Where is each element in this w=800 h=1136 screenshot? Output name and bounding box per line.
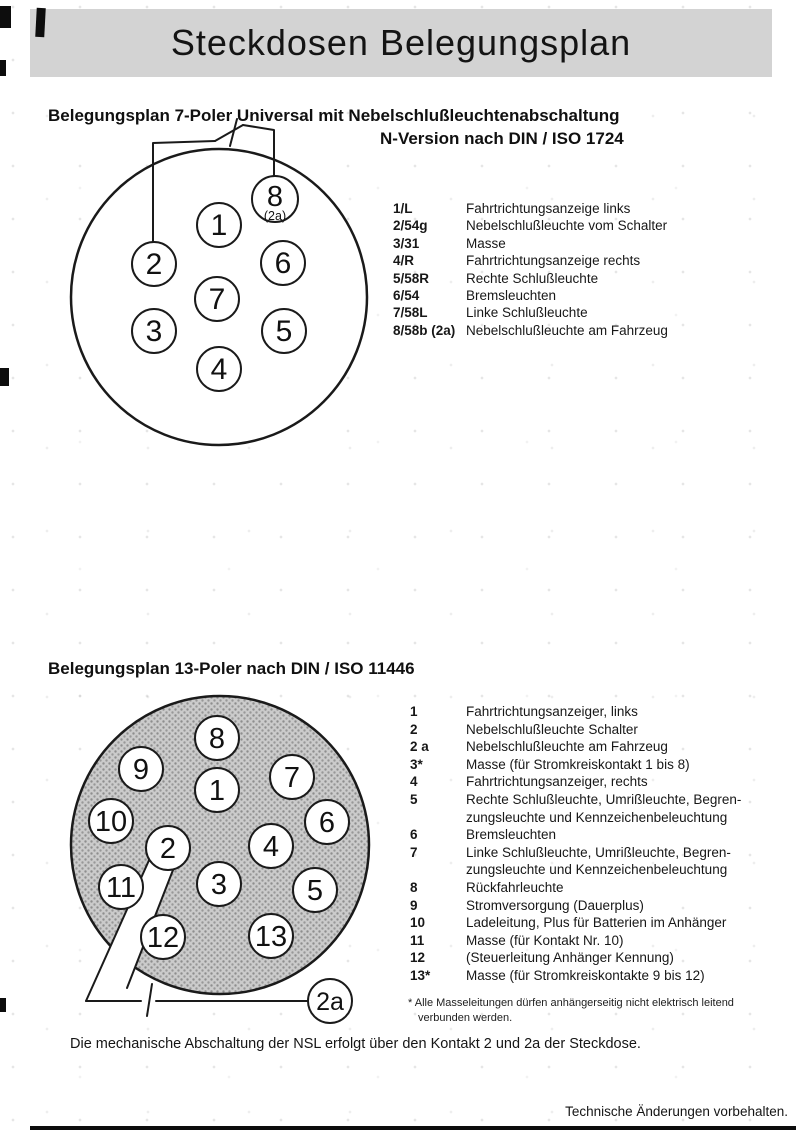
legend-row: [410, 897, 770, 915]
legend-13pin: [410, 703, 770, 985]
scan-artifact: [0, 998, 6, 1012]
pin-label: 6: [410, 827, 418, 843]
legend-row: [410, 826, 770, 844]
footnote-line: verbunden werden.: [418, 1011, 513, 1024]
pin-label: 3/31: [393, 235, 420, 251]
pin13-11: [99, 865, 143, 909]
pin-desc: zungsleuchte und Kennzeichenbeleuchtung: [466, 809, 728, 825]
pin-label: 8/58b (2a): [393, 322, 456, 338]
footnote-line: * Alle Masseleitungen dürfen anhängerseitig nicht elektrisch leitend: [408, 997, 734, 1009]
legend-row: [393, 287, 733, 304]
pin-desc: Nebelschlußleuchte vom Schalter: [466, 218, 668, 234]
pin-desc: Rückfahrleuchte: [466, 879, 564, 895]
pin-desc: Fahrtrichtungsanzeige links: [466, 201, 631, 216]
pin-label: 11: [410, 932, 425, 948]
pin7-7: [195, 277, 239, 321]
legend-row: [410, 967, 770, 985]
svg-text:13: 13: [254, 921, 288, 953]
pin7-8: [252, 176, 298, 223]
pin13-13: [249, 914, 293, 958]
pin-label: 1: [410, 704, 418, 719]
svg-text:2: 2: [145, 248, 163, 281]
legend-row: [393, 217, 733, 234]
pin13-2a-external: [308, 979, 352, 1023]
pin13-1: [195, 768, 239, 812]
svg-text:6: 6: [318, 807, 336, 839]
pin13-4: [249, 824, 293, 868]
pin13-6: [305, 800, 349, 844]
pin-desc: Fahrtrichtungsanzeiger, rechts: [466, 774, 648, 790]
pin7-5: [262, 309, 306, 353]
pin7-1: [197, 203, 241, 247]
legend-7pin: [393, 200, 733, 339]
legend-row: [410, 773, 770, 791]
svg-text:10: 10: [94, 806, 128, 838]
pin7-6: [261, 241, 305, 285]
svg-text:6: 6: [274, 247, 292, 280]
svg-text:2a: 2a: [316, 988, 344, 1016]
legend-row: [393, 270, 733, 287]
legend-row: [410, 879, 770, 897]
pin-label: 2 a: [410, 739, 429, 755]
pin-desc: Bremsleuchten: [466, 288, 557, 304]
pin7-3: [132, 309, 176, 353]
pin13-10: [89, 799, 133, 843]
pin-desc: Nebelschlußleuchte am Fahrzeug: [466, 739, 668, 755]
pin-desc: Masse (für Stromkreiskontakt 1 bis 8): [466, 756, 690, 772]
pin-label: 12: [410, 950, 426, 966]
pin-label: 9: [410, 897, 418, 913]
scan-artifact: [0, 6, 11, 28]
pin-desc: Linke Schlußleuchte: [466, 305, 588, 321]
pin-label: 7/58L: [393, 305, 428, 321]
masse-footnote: [408, 996, 748, 1025]
pin-desc: Stromversorgung (Dauerplus): [466, 897, 644, 913]
pin-label: 10: [410, 915, 426, 931]
pin-label: 2/54g: [393, 218, 428, 234]
pin-label: 3*: [410, 756, 423, 772]
pin7-4: [197, 347, 241, 391]
pin-desc: Masse (für Kontakt Nr. 10): [466, 932, 624, 948]
connector-13pin-diagram: [71, 696, 369, 1023]
svg-text:3: 3: [145, 315, 163, 348]
pin-desc: (Steuerleitung Anhänger Kennung): [466, 950, 674, 966]
legend-row-wrap: [410, 861, 770, 879]
bottom-note: Die mechanische Abschaltung der NSL erfolgt über den Kontakt 2 und 2a der Steckdose.: [70, 1036, 641, 1052]
pin-desc: Bremsleuchten: [466, 827, 557, 843]
section7-heading: Belegungsplan 7-Poler Universal mit Nebelschlußleuchtenabschaltung: [48, 106, 620, 125]
connector-7pin-diagram: [71, 119, 367, 445]
section13-heading: Belegungsplan 13-Poler nach DIN / ISO 11446: [48, 659, 415, 678]
svg-text:2: 2: [159, 833, 177, 865]
legend-row: [410, 738, 770, 756]
pin13-5: [293, 868, 337, 912]
svg-text:1: 1: [210, 209, 228, 242]
legend-row: [410, 914, 770, 932]
pin7-2: [132, 242, 176, 286]
pin-desc: Nebelschlußleuchte Schalter: [466, 721, 638, 737]
bottom-scan-rule: [30, 1126, 796, 1130]
svg-text:7: 7: [208, 283, 226, 316]
pin-desc: zungsleuchte und Kennzeichenbeleuchtung: [466, 862, 728, 878]
page-title: Steckdosen Belegungsplan: [170, 22, 632, 63]
pin13-7: [270, 755, 314, 799]
pin-desc: Rechte Schlußleuchte: [466, 270, 599, 286]
svg-text:5: 5: [306, 875, 324, 907]
pin-desc: Linke Schlußleuchte, Umrißleuchte, Begren-: [466, 844, 731, 860]
pin13-3: [197, 862, 241, 906]
svg-text:3: 3: [210, 869, 228, 901]
pin13-8: [195, 716, 239, 760]
pin-label: 6/54: [393, 288, 420, 304]
legend-row: [393, 322, 733, 339]
pin-label: 5: [410, 791, 418, 807]
pin-desc: Nebelschlußleuchte am Fahrzeug: [466, 322, 668, 338]
svg-text:5: 5: [275, 315, 293, 348]
svg-text:4: 4: [210, 353, 228, 386]
pin-desc: Masse: [466, 235, 506, 251]
legend-row: [410, 721, 770, 739]
pin-label: 1/L: [393, 201, 413, 216]
svg-text:7: 7: [283, 762, 301, 794]
svg-text:8: 8: [208, 723, 226, 755]
pin-label: 2: [410, 721, 418, 737]
section7-subheading: N-Version nach DIN / ISO 1724: [380, 129, 624, 148]
pin-label: 13*: [410, 967, 431, 983]
pin-desc: Masse (für Stromkreiskontakte 9 bis 12): [466, 967, 705, 983]
pin-desc: Fahrtrichtungsanzeige rechts: [466, 253, 641, 269]
scan-artifact: [0, 368, 9, 386]
svg-text:1: 1: [208, 775, 226, 807]
scan-artifact: [0, 60, 6, 76]
pin-label: 4/R: [393, 253, 415, 269]
legend-row: [410, 949, 770, 967]
legend-row: [393, 252, 733, 269]
svg-text:4: 4: [262, 831, 280, 863]
svg-text:(2a): (2a): [263, 209, 287, 223]
pin-desc: Rechte Schlußleuchte, Umrißleuchte, Begren-: [466, 791, 742, 807]
pin13-9: [119, 747, 163, 791]
svg-text:9: 9: [132, 754, 150, 786]
pin-label: 4: [410, 774, 418, 790]
svg-text:11: 11: [105, 872, 137, 904]
legend-row: [393, 235, 733, 252]
legend-row: [410, 932, 770, 950]
legend-row: [410, 844, 770, 862]
legend-row: [393, 304, 733, 321]
svg-text:8: 8: [266, 181, 284, 213]
pin-label: 5/58R: [393, 270, 430, 286]
pin13-2: [146, 826, 190, 870]
pin-label: 7: [410, 844, 418, 860]
legend-row: [410, 703, 770, 721]
legend-row: [410, 756, 770, 774]
legend-row: [410, 791, 770, 809]
footer-note: Technische Änderungen vorbehalten.: [565, 1104, 788, 1119]
pin-desc: Fahrtrichtungsanzeiger, links: [466, 704, 638, 719]
pin-label: 8: [410, 879, 418, 895]
legend-row-wrap: [410, 809, 770, 827]
legend-row: [393, 200, 733, 217]
pin13-12: [141, 915, 185, 959]
scan-artifact: [35, 8, 46, 37]
pin-desc: Ladeleitung, Plus für Batterien im Anhänger: [466, 915, 727, 931]
svg-text:12: 12: [146, 922, 180, 954]
